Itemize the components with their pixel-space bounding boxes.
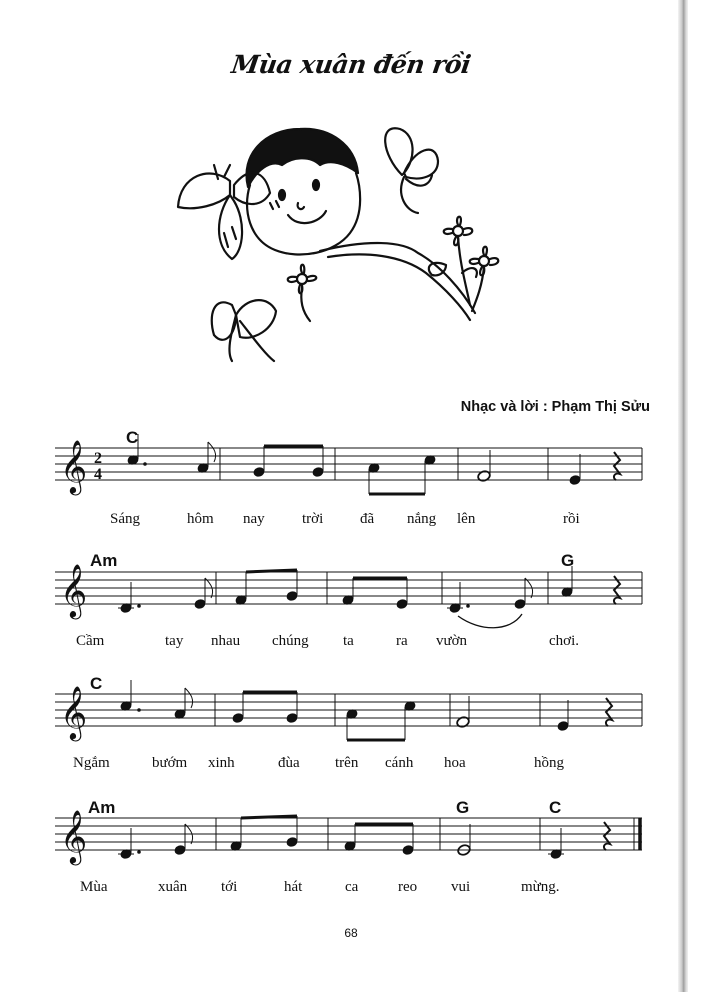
- svg-text:𝄞: 𝄞: [60, 563, 88, 617]
- lyric-syllable: cánh: [385, 755, 414, 771]
- lyric-syllable: nay: [243, 511, 265, 527]
- page-number: 68: [344, 926, 358, 940]
- time-sig-top: 2: [94, 450, 102, 467]
- lyric-syllable: ta: [343, 633, 354, 649]
- lyric-syllable: rồi: [563, 511, 580, 527]
- svg-text:𝄞: 𝄞: [60, 685, 88, 739]
- lyric-syllable: xuân: [158, 879, 188, 895]
- lyric-syllable: Mùa: [80, 879, 108, 895]
- treble-clef-icon: 𝄞: [60, 439, 88, 493]
- chord-symbol: Am: [88, 798, 116, 817]
- lyric-syllable: trên: [335, 755, 359, 771]
- lyric-syllable: nắng: [407, 511, 437, 527]
- lyric-syllable: hồng: [534, 755, 564, 771]
- chord-symbol: Am: [90, 551, 118, 570]
- lyric-syllable: ra: [396, 633, 408, 649]
- lyric-syllable: Cầm: [76, 633, 105, 649]
- lyric-syllable: ca: [345, 879, 359, 895]
- lyric-syllable: nhau: [211, 633, 241, 649]
- lyric-syllable: vườn: [436, 633, 468, 649]
- svg-text:𝄞: 𝄞: [60, 809, 88, 863]
- lyric-syllable: trời: [302, 511, 324, 527]
- lyric-syllable: lên: [457, 511, 476, 527]
- lyric-syllable: đùa: [278, 755, 300, 771]
- lyric-syllable: tới: [221, 879, 238, 895]
- lyric-syllable: mừng.: [521, 879, 560, 895]
- song-title: Mùa xuân đến rồi: [229, 50, 473, 79]
- lyric-syllable: bướm: [152, 755, 188, 771]
- lyric-syllable: tay: [165, 633, 184, 649]
- lyric-syllable: chơi.: [549, 633, 580, 649]
- chord-symbol: C: [126, 428, 139, 447]
- composer-credit: Nhạc và lời : Phạm Thị Sửu: [460, 399, 650, 415]
- lyric-syllable: đã: [360, 511, 375, 527]
- chord-symbol: G: [561, 551, 575, 570]
- staff-system-1: [55, 434, 642, 495]
- chord-symbol: G: [456, 798, 470, 817]
- lyric-syllable: Sáng: [110, 511, 140, 527]
- chord-symbol: C: [549, 798, 562, 817]
- lyric-syllable: vui: [451, 879, 471, 895]
- staff-system-3: [55, 680, 642, 741]
- lyric-syllable: Ngắm: [73, 755, 110, 771]
- lyric-syllable: hoa: [444, 755, 466, 771]
- time-sig-bottom: 4: [94, 466, 102, 483]
- chord-symbol: C: [90, 674, 103, 693]
- lyric-syllable: xinh: [208, 755, 235, 771]
- lyric-syllable: reo: [398, 879, 418, 895]
- lyric-syllable: hôm: [187, 511, 214, 527]
- lyric-syllable: chúng: [272, 633, 309, 649]
- lyric-syllable: hát: [284, 879, 303, 895]
- staff-system-2: [55, 563, 642, 628]
